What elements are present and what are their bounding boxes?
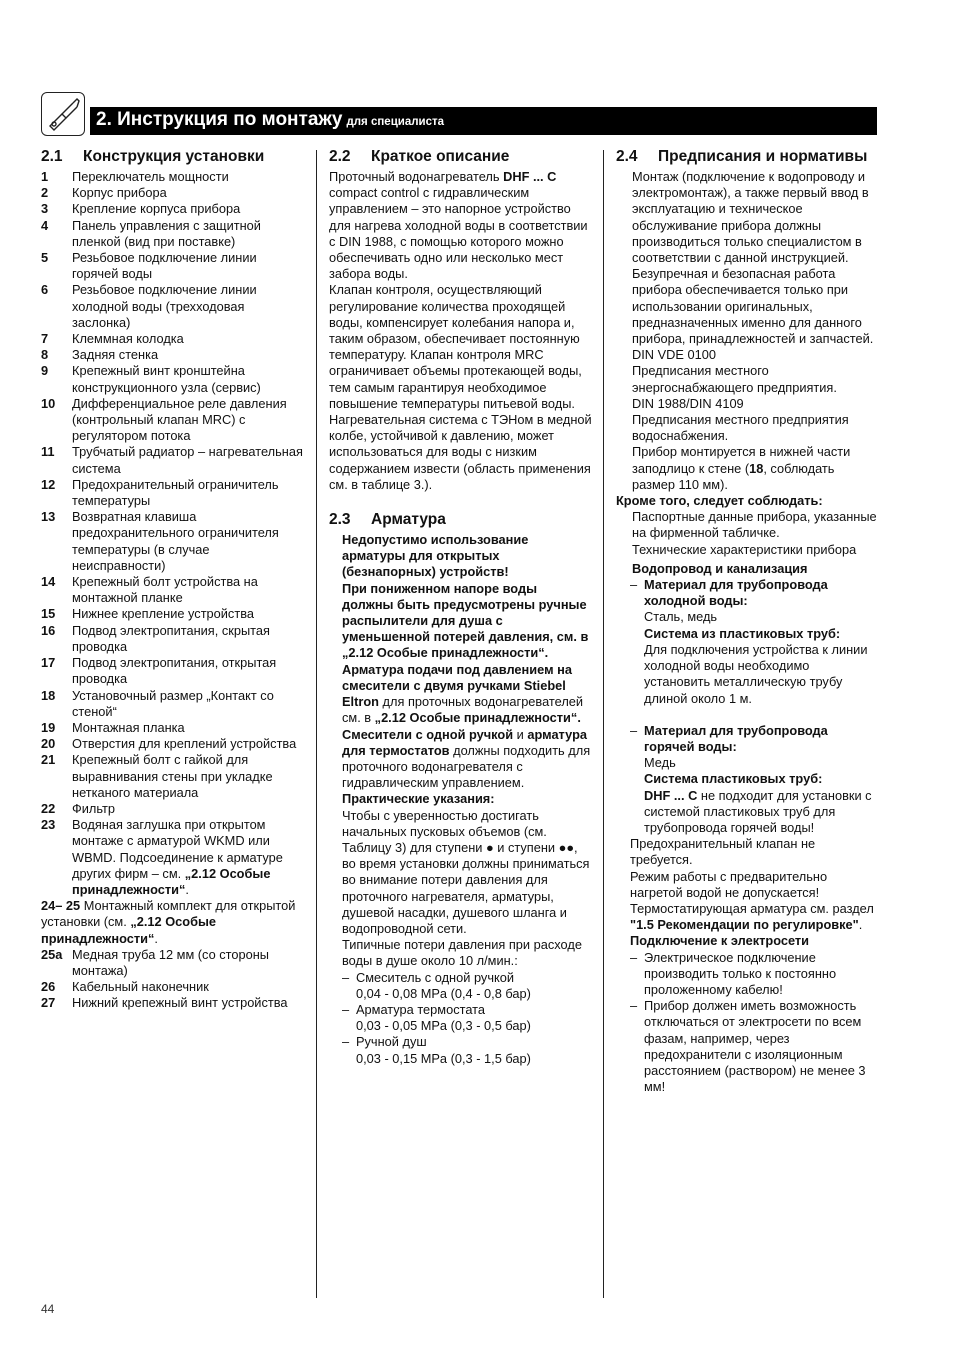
subheading: Кроме того, следует соблюдать: <box>616 493 823 509</box>
item-text: Дифференциальное реле давления (контрольный клапан MRC) с регулятором потока <box>72 395 287 444</box>
item-text: Клеммная колодка <box>72 331 184 347</box>
page-subtitle: для специалиста <box>346 116 445 128</box>
item-text: Кабельный наконечник <box>72 979 209 995</box>
list-item <box>41 444 303 476</box>
list-item <box>41 250 303 282</box>
item-number: 26 <box>41 979 56 995</box>
paragraph: Арматура подачи под давлением на смесители с двумя ручками Stiebel Eltron для проточных водонагревателей см. в „2.12 Особые принадлежности“. <box>342 661 584 726</box>
list-item <box>41 396 303 445</box>
paragraph: Чтобы с уверенностью достигать начальных пусковых объемов (см. Таблицу 3) для ступени ● и ступени ●●, во время установки должны приниматься во внимание потери давления для проточного нагревателя, арматуры, душевой насадки, душевого шланга и водопроводной сети. <box>342 807 590 936</box>
item-number: 14 <box>41 574 56 590</box>
item-number: 7 <box>41 331 49 347</box>
item-text: Корпус прибора <box>72 185 167 201</box>
heading-fittings: 2.3 Арматура <box>329 511 446 529</box>
list-item: 23 Водяная заглушка при открытом монтаже с арматурой WKMD или WBMD. Подсоединение к арматуре других фирм – см. „2.12 Особые принадлежности“. <box>41 817 283 897</box>
heading-description: 2.2 Краткое описание <box>329 148 510 165</box>
column-description <box>329 147 592 1067</box>
list-item: – Электрическое подключение производить только к постоянно проложенному кабелю! <box>630 949 837 997</box>
list-item <box>41 947 303 979</box>
paragraph: Проточный водонагреватель DHF ... C compact control с гидравлическим управлением – это напорное устройство для нагрева холодной воды в соответствии с DIN 1988, с помощью которого можно обеспечивать одно или несколько мест забора воды. <box>329 169 588 282</box>
paragraph: DIN VDE 0100 <box>632 347 716 363</box>
list-item <box>41 509 303 574</box>
column-divider <box>316 150 317 1298</box>
item-number: 25a <box>41 946 63 962</box>
item-number: 10 <box>41 395 56 411</box>
item-text: Переключатель мощности <box>72 169 229 184</box>
list-item <box>41 736 303 752</box>
list-item <box>41 574 303 606</box>
section-header <box>90 107 877 135</box>
paragraph: Безупречная и безопасная работа прибора обеспечивается только при использовании оригинальных, предназначенных именно для данного прибора, принадлежностей и запчастей. <box>632 266 874 347</box>
item-number: 5 <box>41 250 49 266</box>
list-item <box>41 720 303 736</box>
item-text: Трубчатый радиатор – нагревательная система <box>72 444 303 476</box>
list-item <box>41 801 303 817</box>
item-number: 9 <box>41 363 49 379</box>
paragraph: Смесители с одной ручкой и арматура для термостатов должны подходить для проточного водонагревателя с гидравлическим управлением. <box>342 726 591 791</box>
item-number: 11 <box>41 444 55 460</box>
item-text: Крепежный винт кронштейна конструкционного узла (сервис) <box>72 363 261 395</box>
list-item <box>41 218 303 250</box>
item-text: Фильтр <box>72 800 115 816</box>
subheading: Практические указания: <box>342 791 495 807</box>
paragraph: Режим работы с предварительно нагретой водой не допускается! <box>630 868 828 900</box>
item-number: 21 <box>41 752 56 768</box>
paragraph: Термостатирующая арматура см. раздел "1.5 Рекомендации по регулировке". <box>630 900 874 933</box>
pressure-loss-list <box>342 970 592 1067</box>
item-number: 17 <box>41 655 56 671</box>
paragraph: Монтаж (подключение к водопроводу и электромонтаж), а также первый ввод в эксплуатацию и техническое обслуживание прибора должны производиться только специалистом в соответствии с данной инструкцией. <box>632 169 869 266</box>
list-item <box>41 995 303 1011</box>
subheading: Подключение к электросети <box>630 933 810 949</box>
list-item <box>41 477 303 509</box>
item-number: 18 <box>41 687 56 703</box>
paragraph: Предписания местного предприятия водоснабжения. <box>632 412 849 444</box>
list-item <box>41 347 303 363</box>
list-item <box>41 655 303 687</box>
list-item: – Материал для трубопровода холодной воды: Сталь, медь Система из пластиковых труб: Для подключения устройства к линии холодной воды необходимо установить металлическую трубу длиной около 1 м. <box>630 577 868 706</box>
item-number: 22 <box>41 800 56 816</box>
item-text: Крепление корпуса прибора <box>72 201 241 217</box>
list-item: – Прибор должен иметь возможность отключаться от электросети по всем фазам, например, через предохранители с изоляционным расстоянием (раствором) не менее 3 мм! <box>630 998 866 1095</box>
item-number: 13 <box>41 509 56 525</box>
item-text: Крепежный болт с гайкой для выравнивания стены при укладке нетканого материала <box>72 752 273 800</box>
item-text: Отверстия для креплений устройства <box>72 736 297 752</box>
item-text: Крепежный болт устройства на монтажной планке <box>72 574 258 606</box>
column-regulations <box>616 147 879 1095</box>
list-item <box>41 363 303 395</box>
parts-list <box>41 169 303 817</box>
list-item <box>41 331 303 347</box>
list-item <box>41 169 303 185</box>
paragraph: Клапан контроля, осуществляющий регулирование количества проходящей воды, компенсирует колебания напора и, таким образом, обеспечивает постоянную температуру. Клапан контроля MRC ограничивает объемы протекающей воды, тем самым гарантируя необходимое повышение температуры питьевой воды. <box>329 282 582 411</box>
list-item <box>41 623 303 655</box>
column-construction <box>41 147 303 1012</box>
list-item <box>41 752 303 801</box>
item-text: Подвод электропитания, открытая проводка <box>72 655 277 687</box>
item-number: 19 <box>41 719 56 735</box>
list-item <box>41 201 303 217</box>
item-text: Возвратная клавиша предохранительного ограничителя температуры (в случае неисправности) <box>72 509 279 573</box>
list-item: – Смеситель с одной ручкой 0,04 - 0,08 MPa (0,4 - 0,8 бар) <box>342 969 531 1001</box>
list-item <box>41 688 303 720</box>
item-text: Подвод электропитания, скрытая проводка <box>72 622 270 654</box>
paragraph: Предписания местного энергоснабжающего предприятия. <box>632 363 837 395</box>
item-number: 6 <box>41 282 49 298</box>
item-number: 16 <box>41 622 56 638</box>
paragraph: Предохранительный клапан не требуется. <box>630 836 816 868</box>
item-number: 2 <box>41 185 49 201</box>
page-title: 2. Инструкция по монтажу <box>96 109 343 130</box>
item-text: Медная труба 12 мм (со стороны монтажа) <box>72 946 270 978</box>
list-item: – Арматура термостата 0,03 - 0,05 MPa (0,3 - 0,5 бар) <box>342 1001 531 1034</box>
paragraph: Типичные потери давления при расходе воды в душе около 10 л/мин.: <box>342 937 582 969</box>
item-text: Монтажная планка <box>72 719 185 735</box>
item-number: 27 <box>41 995 56 1011</box>
item-number: 1 <box>41 169 49 184</box>
list-item <box>41 282 303 331</box>
warning-text: При пониженном напоре воды должны быть предусмотрены ручные распылители для душа с уменьшенной потерей давления, см. в „2.12 Особые принадлежности“. <box>342 580 589 661</box>
list-item <box>41 606 303 622</box>
paragraph: Нагревательная система с ТЭНом в медной колбе, устойчивой к давлению, может использоваться для воды с низким содержанием извести (область применения см. в таблице 3.). <box>329 412 592 492</box>
column-divider <box>603 150 604 1298</box>
list-item <box>41 185 303 201</box>
paragraph: Технические характеристики прибора <box>632 541 857 557</box>
list-item: – Материал для трубопровода горячей воды: Медь Система пластиковых труб: DHF ... C не подходит для установки с системой пластиковых труб для трубопровода горячей воды! <box>630 722 872 835</box>
item-text: Задняя стенка <box>72 347 159 363</box>
item-text: Панель управления с защитной пленкой (вид при поставке) <box>72 217 261 249</box>
item-number: 12 <box>41 476 56 492</box>
item-text: Установочный размер „Контакт со стеной“ <box>72 687 274 719</box>
parts-list-tail <box>41 947 303 1012</box>
heading-regulations: 2.4 Предписания и нормативы <box>616 148 868 165</box>
paragraph: Прибор монтируется в нижней части заподлицо к стене (18, соблюдать размер 110 мм). <box>632 444 851 492</box>
item-number: 20 <box>41 736 56 752</box>
item-text: Нижний крепежный винт устройства <box>72 995 288 1011</box>
heading-construction: 2.1 Конструкция установки <box>41 148 265 165</box>
item-text: Резьбовое подключение линии холодной воды (трехходовая заслонка) <box>72 282 257 330</box>
paragraph: DIN 1988/DIN 4109 <box>632 395 744 411</box>
list-item <box>41 979 303 995</box>
item-number: 15 <box>41 606 56 622</box>
screwdriver-icon <box>41 92 85 136</box>
item-number: 3 <box>41 201 49 217</box>
warning-text: Недопустимо использование арматуры для открытых (безнапорных) устройств! <box>342 532 529 580</box>
electrical-list <box>630 950 879 1096</box>
item-text: Резьбовое подключение линии горячей воды <box>72 250 257 282</box>
subheading: Водопровод и канализация <box>632 560 808 576</box>
list-item: 24– 25 Монтажный комплект для открытой установки (см. „2.12 Особые принадлежности“. <box>41 898 296 946</box>
item-text: Нижнее крепление устройства <box>72 606 254 622</box>
page-number: 44 <box>41 1302 55 1316</box>
list-item: – Ручной душ 0,03 - 0,15 MPa (0,3 - 1,5 бар) <box>342 1034 531 1066</box>
paragraph: Паспортные данные прибора, указанные на фирменной табличке. <box>632 509 877 541</box>
item-number: 4 <box>41 217 49 233</box>
item-text: Предохранительный ограничитель температуры <box>72 476 279 509</box>
item-number: 8 <box>41 347 49 363</box>
